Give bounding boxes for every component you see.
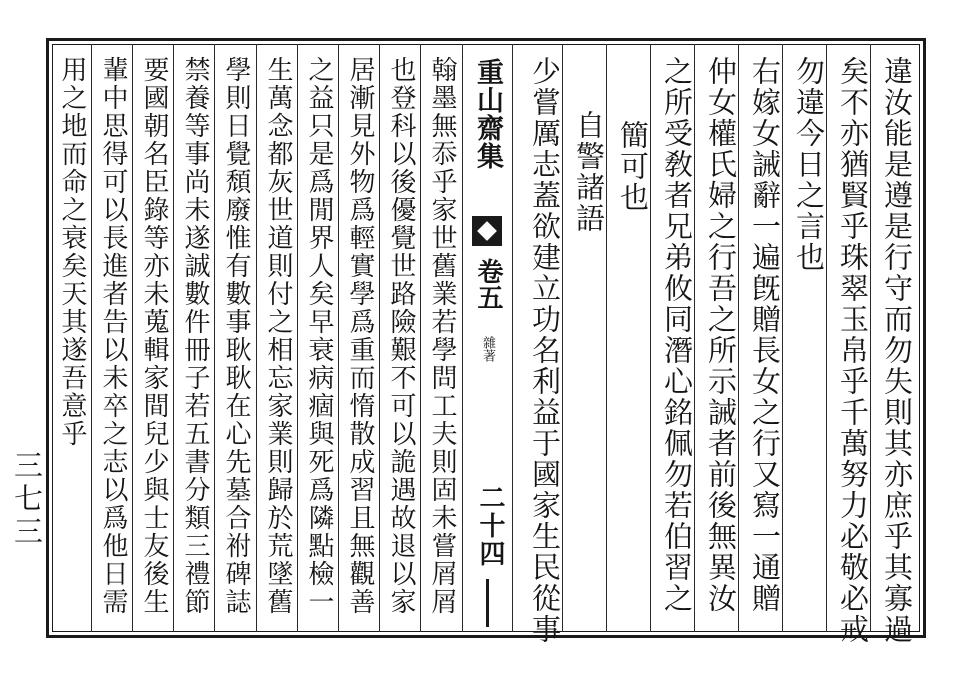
margin-page-number: 三七三: [10, 450, 44, 549]
column-rule: [462, 44, 463, 632]
column-rule: [562, 44, 563, 632]
text-column-r6: 之所受敎者兄弟攸同潛心銘佩勿若伯習之: [660, 56, 694, 614]
column-rule: [738, 44, 739, 632]
text-column-l4: 之益只是爲閒界人矣早衰病痼與死爲隣點檢一: [304, 56, 334, 616]
text-column-l9: 輩中思得可以長進者告以未卒之志以爲他日需: [98, 56, 128, 616]
column-rule: [694, 44, 695, 632]
center-fold-column: [464, 44, 510, 632]
column-rule: [256, 44, 257, 632]
fish-tail-mark-icon: [472, 216, 502, 246]
column-rule: [826, 44, 827, 632]
section-heading: 自警諸語: [572, 110, 606, 234]
book-title: 重山齋集: [472, 58, 503, 170]
text-column-r3: 勿違今日之言也: [792, 56, 826, 273]
column-rule: [782, 44, 783, 632]
text-column-r2: 矣不亦猶賢乎珠翠玉帛乎千萬努力必敬必戒: [836, 56, 870, 645]
text-column-r5: 仲女權氏婦之行吾之所示誡者前後無異汝: [704, 56, 738, 614]
fold-mark: [486, 579, 489, 627]
text-column-l10: 用之地而命之衰矣天其遂吾意乎: [57, 56, 87, 448]
volume-subtitle: 雜著: [480, 336, 495, 362]
volume-label: 卷五: [473, 258, 503, 310]
column-rule: [91, 44, 92, 632]
column-rule: [338, 44, 339, 632]
column-rule: [379, 44, 380, 632]
text-column-l3: 居漸見外物爲輕實學爲重而惰散成習且無觀善: [345, 56, 375, 616]
text-column-l5: 生萬念都灰世道則付之相忘家業則歸於荒墜舊: [263, 56, 293, 616]
text-column-l2: 也登科以後優覺世路險艱不可以詭遇故退以家: [386, 56, 416, 616]
text-column-l7: 禁養等事尚未遂誠數件冊子若五書分類三禮節: [180, 56, 210, 616]
text-column-r4: 右嫁女誡辭一遍旣贈長女之行又寫一通贈: [748, 56, 782, 614]
text-column-l6: 學則日覺頹廢惟有數事耿耿在心先墓合祔碑誌: [221, 56, 251, 616]
column-rule: [132, 44, 133, 632]
column-rule: [650, 44, 651, 632]
text-column-l8: 要國朝名臣錄等亦未蒐輯家間兒少與士友後生: [139, 56, 169, 616]
column-rule: [870, 44, 871, 632]
text-column-r1: 違汝能是遵是行守而勿失則其亦庶乎其寡過: [880, 56, 914, 645]
column-rule: [420, 44, 421, 632]
column-rule: [214, 44, 215, 632]
column-rule: [512, 44, 513, 632]
column-rule: [297, 44, 298, 632]
column-rule: [173, 44, 174, 632]
folio-number: 二十四: [475, 484, 505, 568]
text-column-r9: 少嘗厲志蓋欲建立功名利益于國家生民從事: [528, 56, 562, 645]
text-column-l1: 翰墨無忝乎家世舊業若學問工夫則固未嘗屑屑: [427, 56, 457, 616]
text-column-r7: 簡可也: [616, 120, 650, 213]
column-rule: [606, 44, 607, 632]
